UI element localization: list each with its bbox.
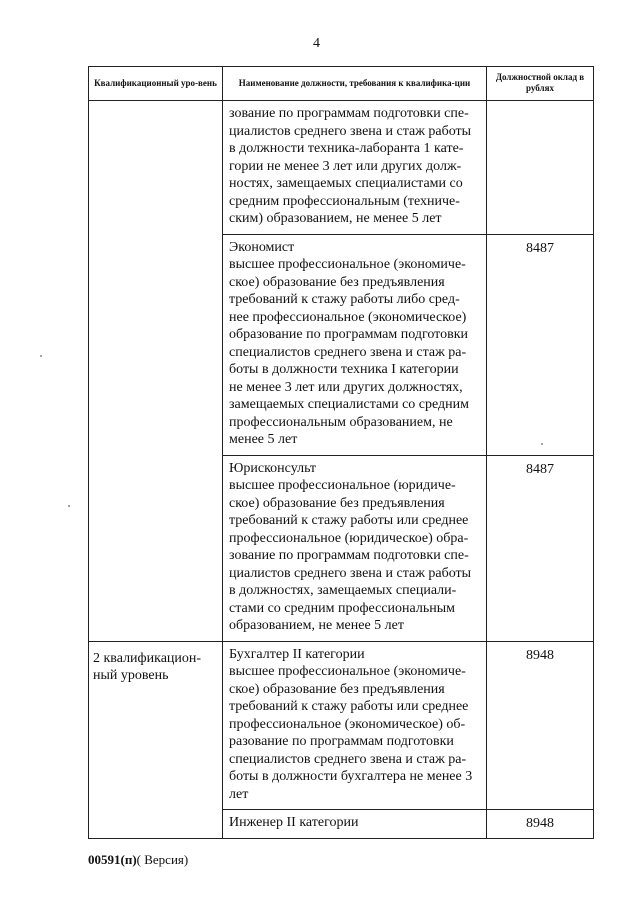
desc-cell	[223, 234, 487, 455]
desc-line: зование по программам подготовки спе-	[229, 106, 469, 121]
table-row	[89, 101, 594, 235]
desc-line: циалистов среднего звена и стаж работы	[229, 123, 472, 139]
desc-line: зование по программам подготовки спе-	[229, 548, 469, 563]
header-qualification-level: Квалификационный уро-вень	[89, 67, 223, 101]
page-number: 4	[313, 36, 320, 51]
desc-line: требований к стажу работы или среднее	[229, 513, 469, 528]
desc-cell	[223, 101, 487, 235]
desc-line: высшее профессиональное (юридиче-	[229, 478, 456, 493]
desc-line: профессиональным образованием, не	[229, 414, 453, 430]
position-title: Инженер II категории	[229, 815, 359, 830]
desc-line: нее профессиональное (экономическое)	[229, 309, 467, 325]
desc-line: боты в должности техника I категории	[229, 362, 459, 377]
table-row	[89, 641, 594, 810]
footer-code: 00591(п)	[88, 852, 137, 867]
scan-speck	[40, 355, 42, 357]
document-footer	[88, 852, 188, 868]
salary-table	[88, 66, 594, 839]
desc-line: ское) образование без предъявления	[229, 274, 445, 290]
position-title: Юрисконсульт	[229, 460, 317, 476]
desc-line: специалистов среднего звена и стаж ра-	[229, 751, 467, 767]
scan-speck	[541, 443, 543, 445]
desc-line: высшее профессиональное (экономиче-	[229, 257, 466, 272]
desc-line: менее 5 лет	[229, 432, 298, 447]
salary-cell: 8487	[487, 234, 594, 455]
desc-line: гории не менее 3 лет или других долж-	[229, 158, 462, 174]
desc-line: не менее 3 лет или других должностях,	[229, 379, 463, 395]
desc-line: ностях, замещаемых специалистами со	[229, 176, 463, 191]
footer-version: ( Версия)	[136, 852, 189, 867]
desc-line: требований к стажу работы либо сред-	[229, 292, 460, 307]
level-label: ный уровень	[93, 667, 169, 683]
desc-cell	[223, 641, 487, 810]
salary-cell	[487, 101, 594, 235]
desc-line: лет	[229, 786, 249, 802]
desc-cell	[223, 810, 487, 839]
desc-line: средним профессиональным (техниче-	[229, 193, 460, 209]
salary-cell: 8948	[487, 641, 594, 810]
header-salary: Должностной оклад в рублях	[487, 67, 594, 101]
position-title: Бухгалтер II категории	[229, 646, 365, 662]
desc-line: требований к стажу работы или среднее	[229, 699, 469, 714]
salary-cell: 8487	[487, 455, 594, 641]
desc-line: профессиональное (юридическое) обра-	[229, 530, 469, 546]
table-header-row	[89, 67, 594, 101]
desc-line: ское) образование без предъявления	[229, 681, 445, 697]
desc-line: образование по программам подготовки	[229, 327, 469, 342]
desc-line: образованием, не менее 5 лет	[229, 618, 404, 633]
desc-line: боты в должности бухгалтера не менее 3	[229, 769, 473, 784]
level-label: 2 квалификацион-	[93, 650, 202, 666]
desc-line: ским) образованием, не менее 5 лет	[229, 211, 442, 226]
position-title: Экономист	[229, 239, 295, 255]
desc-line: ское) образование без предъявления	[229, 495, 445, 511]
desc-line: профессиональное (экономическое) об-	[229, 716, 466, 732]
header-position-requirements: Наименование должности, требования к квалифика-ции	[223, 67, 487, 101]
desc-line: циалистов среднего звена и стаж работы	[229, 565, 472, 581]
level-cell-1	[89, 101, 223, 642]
desc-line: стами со средним профессиональным	[229, 600, 455, 616]
desc-line: разование по программам подготовки	[229, 734, 454, 749]
desc-line: в должностях, замещаемых специали-	[229, 583, 457, 598]
desc-cell	[223, 455, 487, 641]
desc-line: высшее профессиональное (экономиче-	[229, 664, 466, 679]
scan-speck	[68, 505, 70, 507]
level-cell-2	[89, 641, 223, 838]
salary-cell: 8948	[487, 810, 594, 839]
desc-line: в должности техника-лаборанта 1 кате-	[229, 141, 464, 156]
desc-line: замещаемых специалистами со средним	[229, 397, 470, 412]
desc-line: специалистов среднего звена и стаж ра-	[229, 344, 467, 360]
